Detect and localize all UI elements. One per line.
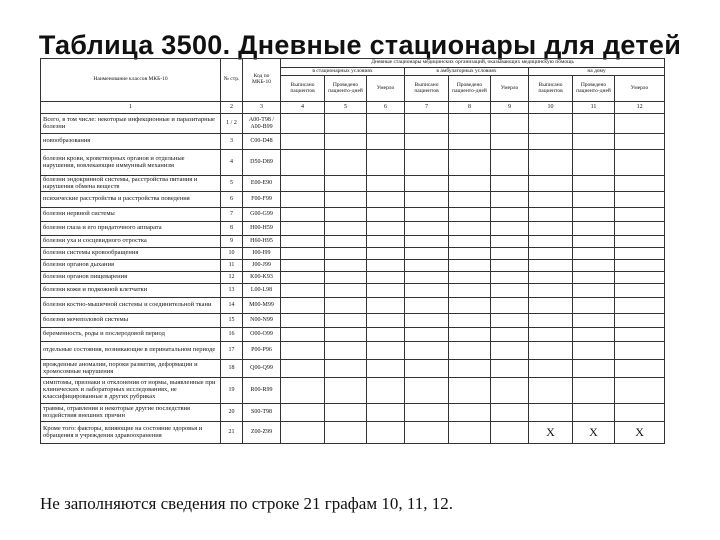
row-code: O00-O99: [243, 328, 281, 342]
header-group-home: на дому: [529, 68, 665, 76]
data-cell[interactable]: [367, 208, 405, 222]
data-cell[interactable]: [529, 298, 573, 314]
data-cell[interactable]: [529, 360, 573, 378]
column-number: 8: [449, 102, 491, 114]
data-cell[interactable]: [367, 272, 405, 284]
table-row: [41, 176, 665, 192]
data-cell[interactable]: [449, 176, 491, 192]
data-cell[interactable]: [615, 298, 665, 314]
column-number: 3: [243, 102, 281, 114]
table-row: [41, 192, 665, 208]
data-cell[interactable]: [367, 150, 405, 176]
header-days: Проведено пациенто-дней: [325, 76, 367, 102]
data-cell[interactable]: [367, 192, 405, 208]
table-row: [41, 248, 665, 260]
data-cell[interactable]: [281, 422, 325, 444]
data-cell[interactable]: [449, 248, 491, 260]
column-number: 9: [491, 102, 529, 114]
row-code: S00-T98: [243, 404, 281, 422]
row-code: A00-T98 / A00-B99: [243, 114, 281, 134]
table-row: [41, 222, 665, 236]
data-cell[interactable]: [491, 378, 529, 404]
data-cell[interactable]: [405, 208, 449, 222]
table-row: [41, 314, 665, 328]
row-number: 21: [221, 422, 243, 444]
data-cell[interactable]: [281, 360, 325, 378]
header-died: Умерло: [367, 76, 405, 102]
data-cell[interactable]: [281, 248, 325, 260]
data-cell[interactable]: [449, 260, 491, 272]
data-cell[interactable]: [449, 150, 491, 176]
data-cell[interactable]: [491, 134, 529, 150]
row-name: врожденные аномалии, пороки развития, деформации и хромосомные нарушения: [41, 360, 221, 378]
header-died: Умерло: [615, 76, 665, 102]
data-cell[interactable]: [367, 222, 405, 236]
data-cell[interactable]: [529, 114, 573, 134]
header-group-inpatient: в стационарных условиях: [281, 68, 405, 76]
header-row-no: № стр.: [221, 59, 243, 102]
row-code: D50-D89: [243, 150, 281, 176]
table-row: [41, 298, 665, 314]
header-code: Код по МКБ-10: [243, 59, 281, 102]
row-code: K00-K93: [243, 272, 281, 284]
table-row: [41, 236, 665, 248]
data-cell[interactable]: [325, 314, 367, 328]
row-name: симптомы, признаки и отклонения от нормы, выявленные при клинических и лабораторных исследованиях, не классифицированные в других рубриках: [41, 378, 221, 404]
row-number: 13: [221, 284, 243, 298]
row-code: M00-M99: [243, 298, 281, 314]
row-name: болезни костно-мышечной системы и соединительной ткани: [41, 298, 221, 314]
row-name: Кроме того: факторы, влияющие на состояние здоровья и обращения в учреждения здравоохранения: [41, 422, 221, 444]
data-cell[interactable]: [405, 314, 449, 328]
data-cell[interactable]: [529, 314, 573, 328]
data-cell[interactable]: [615, 248, 665, 260]
footnote: Не заполняются сведения по строке 21 графам 10, 11, 12.: [40, 494, 453, 513]
data-cell[interactable]: [325, 208, 367, 222]
row-number: 5: [221, 176, 243, 192]
data-cell[interactable]: [615, 260, 665, 272]
data-cell[interactable]: [405, 248, 449, 260]
row-code: E00-E90: [243, 176, 281, 192]
data-cell[interactable]: [281, 284, 325, 298]
data-cell[interactable]: [405, 222, 449, 236]
data-cell[interactable]: [529, 192, 573, 208]
data-cell[interactable]: [449, 328, 491, 342]
row-code: H60-H95: [243, 236, 281, 248]
data-table: [40, 58, 665, 444]
data-cell[interactable]: [449, 236, 491, 248]
data-cell[interactable]: [615, 208, 665, 222]
data-cell[interactable]: [615, 192, 665, 208]
data-cell[interactable]: [281, 208, 325, 222]
row-number: 11: [221, 260, 243, 272]
data-cell[interactable]: [405, 378, 449, 404]
row-code: L00-L98: [243, 284, 281, 298]
data-cell[interactable]: [449, 284, 491, 298]
data-cell[interactable]: [573, 248, 615, 260]
data-cell[interactable]: [325, 284, 367, 298]
data-cell[interactable]: [281, 114, 325, 134]
data-cell[interactable]: [367, 314, 405, 328]
data-cell[interactable]: [491, 422, 529, 444]
data-cell[interactable]: [405, 150, 449, 176]
row-code: I00-I99: [243, 248, 281, 260]
table-row: [41, 114, 665, 134]
data-cell[interactable]: [615, 176, 665, 192]
data-cell[interactable]: [325, 298, 367, 314]
data-cell[interactable]: [449, 298, 491, 314]
data-cell[interactable]: [325, 328, 367, 342]
data-cell[interactable]: [491, 260, 529, 272]
data-cell[interactable]: [405, 422, 449, 444]
data-cell[interactable]: [449, 314, 491, 328]
row-name: болезни органов дыхания: [41, 260, 221, 272]
row-code: Z00-Z99: [243, 422, 281, 444]
x-mark: X: [615, 422, 665, 444]
data-cell[interactable]: [449, 378, 491, 404]
table-row: [41, 404, 665, 422]
data-cell[interactable]: [367, 298, 405, 314]
data-cell[interactable]: [573, 134, 615, 150]
data-cell[interactable]: [367, 360, 405, 378]
x-mark: X: [573, 422, 615, 444]
data-cell[interactable]: [491, 236, 529, 248]
data-cell[interactable]: [491, 272, 529, 284]
row-code: Q00-Q99: [243, 360, 281, 378]
data-cell[interactable]: [529, 150, 573, 176]
data-cell[interactable]: [325, 176, 367, 192]
data-cell[interactable]: [405, 176, 449, 192]
data-cell[interactable]: [529, 342, 573, 360]
row-name: болезни кожи и подкожной клетчатки: [41, 284, 221, 298]
data-cell[interactable]: [325, 360, 367, 378]
data-cell[interactable]: [573, 284, 615, 298]
data-cell[interactable]: [281, 272, 325, 284]
data-cell[interactable]: [281, 134, 325, 150]
data-cell[interactable]: [491, 176, 529, 192]
data-cell[interactable]: [491, 314, 529, 328]
table-row: [41, 342, 665, 360]
data-cell[interactable]: [281, 378, 325, 404]
column-number: 6: [367, 102, 405, 114]
data-cell[interactable]: [325, 114, 367, 134]
data-cell[interactable]: [491, 222, 529, 236]
data-cell[interactable]: [367, 260, 405, 272]
row-code: F00-F99: [243, 192, 281, 208]
row-name: болезни крови, кроветворных органов и отдельные нарушения, вовлекающие иммунный механизм: [41, 150, 221, 176]
data-cell[interactable]: [573, 378, 615, 404]
row-name: болезни нервной системы: [41, 208, 221, 222]
header-days: Проведено пациенто-дней: [573, 76, 615, 102]
row-number: 16: [221, 328, 243, 342]
table-row: [41, 272, 665, 284]
data-cell[interactable]: [325, 272, 367, 284]
data-cell[interactable]: [615, 134, 665, 150]
x-mark: X: [529, 422, 573, 444]
data-cell[interactable]: [367, 404, 405, 422]
data-cell[interactable]: [529, 248, 573, 260]
header-group-top: Дневные стационары медицинских организаций, оказывающих медицинскую помощь: [281, 59, 665, 68]
table-row: [41, 134, 665, 150]
data-cell[interactable]: [325, 378, 367, 404]
data-cell[interactable]: [615, 150, 665, 176]
data-cell[interactable]: [405, 328, 449, 342]
row-number: 19: [221, 378, 243, 404]
data-cell[interactable]: [405, 342, 449, 360]
header-admitted: Выписано пациентов: [529, 76, 573, 102]
data-cell[interactable]: [449, 360, 491, 378]
header-group-outpatient: в амбулаторных условиях: [405, 68, 529, 76]
header-days: Проведено пациенто-дней: [449, 76, 491, 102]
data-cell[interactable]: [325, 422, 367, 444]
data-cell[interactable]: [615, 404, 665, 422]
data-cell[interactable]: [367, 176, 405, 192]
row-number: 20: [221, 404, 243, 422]
data-cell[interactable]: [615, 328, 665, 342]
data-cell[interactable]: [573, 150, 615, 176]
data-cell[interactable]: [281, 314, 325, 328]
data-cell[interactable]: [449, 134, 491, 150]
data-cell[interactable]: [529, 208, 573, 222]
row-number: 1 / 2: [221, 114, 243, 134]
row-name: болезни мочеполовой системы: [41, 314, 221, 328]
row-number: 7: [221, 208, 243, 222]
table-row: [41, 208, 665, 222]
data-cell[interactable]: [367, 422, 405, 444]
column-number: 1: [41, 102, 221, 114]
data-cell[interactable]: [325, 404, 367, 422]
data-cell[interactable]: [529, 176, 573, 192]
row-name: болезни эндокринной системы, расстройства питания и нарушения обмена веществ: [41, 176, 221, 192]
data-cell[interactable]: [405, 298, 449, 314]
data-cell[interactable]: [281, 298, 325, 314]
data-cell[interactable]: [529, 328, 573, 342]
data-cell[interactable]: [367, 114, 405, 134]
data-cell[interactable]: [405, 192, 449, 208]
data-cell[interactable]: [405, 134, 449, 150]
data-cell[interactable]: [325, 342, 367, 360]
row-number: 14: [221, 298, 243, 314]
data-cell[interactable]: [573, 176, 615, 192]
data-cell[interactable]: [529, 284, 573, 298]
data-cell[interactable]: [529, 236, 573, 248]
data-cell[interactable]: [573, 236, 615, 248]
column-number: 5: [325, 102, 367, 114]
data-cell[interactable]: [529, 272, 573, 284]
data-cell[interactable]: [405, 260, 449, 272]
data-cell[interactable]: [491, 150, 529, 176]
data-cell[interactable]: [281, 328, 325, 342]
data-cell[interactable]: [449, 422, 491, 444]
row-number: 15: [221, 314, 243, 328]
data-cell[interactable]: [615, 222, 665, 236]
data-cell[interactable]: [573, 360, 615, 378]
data-cell[interactable]: [325, 134, 367, 150]
data-cell[interactable]: [367, 378, 405, 404]
column-number: 12: [615, 102, 665, 114]
row-code: N00-N99: [243, 314, 281, 328]
column-number: 7: [405, 102, 449, 114]
data-cell[interactable]: [615, 360, 665, 378]
data-cell[interactable]: [615, 284, 665, 298]
column-number: 4: [281, 102, 325, 114]
data-cell[interactable]: [573, 114, 615, 134]
data-cell[interactable]: [615, 236, 665, 248]
data-cell[interactable]: [573, 260, 615, 272]
row-name: психические расстройства и расстройства поведения: [41, 192, 221, 208]
data-cell[interactable]: [449, 272, 491, 284]
data-cell[interactable]: [529, 260, 573, 272]
data-cell[interactable]: [529, 222, 573, 236]
table-row: [41, 284, 665, 298]
data-cell[interactable]: [529, 378, 573, 404]
data-cell[interactable]: [491, 192, 529, 208]
data-cell[interactable]: [491, 298, 529, 314]
row-name: болезни уха и сосцевидного отростка: [41, 236, 221, 248]
data-cell[interactable]: [325, 222, 367, 236]
row-number: 10: [221, 248, 243, 260]
column-number: 11: [573, 102, 615, 114]
data-cell[interactable]: [491, 360, 529, 378]
data-cell[interactable]: [449, 222, 491, 236]
data-cell[interactable]: [615, 342, 665, 360]
data-cell[interactable]: [405, 236, 449, 248]
data-cell[interactable]: [405, 272, 449, 284]
column-number: 2: [221, 102, 243, 114]
data-cell[interactable]: [491, 404, 529, 422]
table-row: [41, 360, 665, 378]
row-number: 6: [221, 192, 243, 208]
data-cell[interactable]: [281, 342, 325, 360]
data-cell[interactable]: [573, 192, 615, 208]
data-cell[interactable]: [281, 192, 325, 208]
data-cell[interactable]: [405, 114, 449, 134]
data-cell[interactable]: [449, 404, 491, 422]
table-row: [41, 260, 665, 272]
data-cell[interactable]: [529, 404, 573, 422]
data-cell[interactable]: [367, 342, 405, 360]
data-cell[interactable]: [491, 342, 529, 360]
data-cell[interactable]: [615, 114, 665, 134]
data-cell[interactable]: [367, 284, 405, 298]
data-cell[interactable]: [573, 342, 615, 360]
data-cell[interactable]: [449, 342, 491, 360]
data-cell[interactable]: [281, 260, 325, 272]
data-cell[interactable]: [281, 176, 325, 192]
data-cell[interactable]: [491, 114, 529, 134]
data-cell[interactable]: [325, 192, 367, 208]
data-cell[interactable]: [491, 248, 529, 260]
row-name: болезни органов пищеварения: [41, 272, 221, 284]
data-cell[interactable]: [367, 236, 405, 248]
data-cell[interactable]: [367, 248, 405, 260]
data-cell[interactable]: [281, 150, 325, 176]
data-cell[interactable]: [325, 150, 367, 176]
row-name: новообразования: [41, 134, 221, 150]
data-cell[interactable]: [325, 248, 367, 260]
row-code: G00-G99: [243, 208, 281, 222]
row-name: беременность, роды и послеродовой период: [41, 328, 221, 342]
data-cell[interactable]: [573, 208, 615, 222]
data-cell[interactable]: [491, 328, 529, 342]
data-cell[interactable]: [405, 404, 449, 422]
data-cell[interactable]: [449, 114, 491, 134]
data-cell[interactable]: [325, 260, 367, 272]
row-name: Всего, в том числе: некоторые инфекционные и паразитарные болезни: [41, 114, 221, 134]
data-cell[interactable]: [573, 272, 615, 284]
data-cell[interactable]: [573, 328, 615, 342]
table-row: [41, 328, 665, 342]
data-cell[interactable]: [573, 314, 615, 328]
row-number: 3: [221, 134, 243, 150]
table-row: [41, 422, 665, 444]
data-cell[interactable]: [491, 208, 529, 222]
row-number: 18: [221, 360, 243, 378]
data-cell[interactable]: [573, 298, 615, 314]
data-cell[interactable]: [449, 192, 491, 208]
data-cell[interactable]: [491, 284, 529, 298]
row-name: травмы, отравления и некоторые другие последствия воздействия внешних причин: [41, 404, 221, 422]
data-cell[interactable]: [405, 284, 449, 298]
data-cell[interactable]: [573, 404, 615, 422]
data-cell[interactable]: [615, 378, 665, 404]
row-code: C00-D48: [243, 134, 281, 150]
data-cell[interactable]: [367, 328, 405, 342]
data-cell[interactable]: [405, 360, 449, 378]
row-number: 12: [221, 272, 243, 284]
header-admitted: Выписано пациентов: [405, 76, 449, 102]
data-cell[interactable]: [367, 134, 405, 150]
row-number: 8: [221, 222, 243, 236]
data-cell[interactable]: [615, 314, 665, 328]
row-name: болезни системы кровообращения: [41, 248, 221, 260]
data-cell[interactable]: [281, 222, 325, 236]
header-name: Наименование классов МКБ-10: [41, 59, 221, 102]
row-number: 17: [221, 342, 243, 360]
row-code: R00-R99: [243, 378, 281, 404]
header-died: Умерло: [491, 76, 529, 102]
page-title: Таблица 3500. Дневные стационары для детей: [38, 30, 682, 60]
data-cell[interactable]: [281, 236, 325, 248]
data-cell[interactable]: [449, 208, 491, 222]
row-name: болезни глаза и его придаточного аппарата: [41, 222, 221, 236]
row-number: 9: [221, 236, 243, 248]
table-row: [41, 150, 665, 176]
row-code: H00-H59: [243, 222, 281, 236]
row-code: P00-P96: [243, 342, 281, 360]
data-cell[interactable]: [325, 236, 367, 248]
table-row: [41, 378, 665, 404]
row-name: отдельные состояния, возникающие в перинатальном периоде: [41, 342, 221, 360]
column-number: 10: [529, 102, 573, 114]
row-number: 4: [221, 150, 243, 176]
header-admitted: Выписано пациентов: [281, 76, 325, 102]
column-number-row: [41, 102, 665, 114]
data-cell[interactable]: [281, 404, 325, 422]
data-cell[interactable]: [529, 134, 573, 150]
data-cell[interactable]: [615, 272, 665, 284]
data-cell[interactable]: [573, 222, 615, 236]
row-code: J00-J99: [243, 260, 281, 272]
